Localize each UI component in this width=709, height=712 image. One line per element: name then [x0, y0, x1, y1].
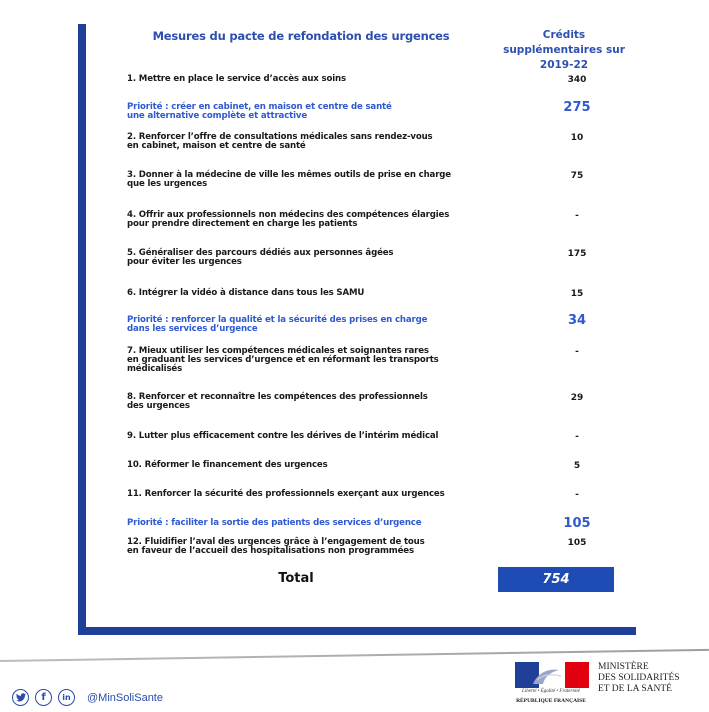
row-value: 175: [567, 249, 587, 259]
ministry-line: ET DE LA SANTÉ: [598, 684, 672, 694]
social-links: [12, 689, 163, 706]
row-value: -: [575, 347, 579, 357]
row-value: 340: [567, 75, 587, 85]
row-label: 2. Renforcer l’offre de consultations médicales sans rendez-vous en cabinet, maison et centre de santé: [127, 132, 433, 151]
row-value: 5: [573, 461, 581, 471]
column-header-credits: Crédits supplémentaires sur 2019-22: [503, 29, 625, 71]
row-label: Priorité : créer en cabinet, en maison et centre de santé une alternative complète et attractive: [127, 102, 392, 121]
republique-francaise-logo: [511, 662, 591, 707]
ministry-name: [598, 662, 708, 695]
ministry-line: DES SOLIDARITÉS: [598, 673, 680, 683]
total-label: Total: [278, 571, 314, 586]
row-value: 75: [570, 171, 584, 181]
row-label: 8. Renforcer et reconnaître les compétences des professionnels des urgences: [127, 392, 428, 411]
row-value: 29: [570, 393, 584, 403]
row-value: -: [575, 490, 579, 500]
row-label: 10. Réformer le financement des urgences: [127, 460, 328, 470]
linkedin-icon[interactable]: in: [58, 689, 75, 706]
row-value: 105: [563, 516, 591, 531]
row-label: 11. Renforcer la sécurité des professionnels exerçant aux urgences: [127, 489, 445, 499]
row-label: 3. Donner à la médecine de ville les mêmes outils de prise en charge que les urgences: [127, 170, 451, 189]
row-label: 7. Mieux utiliser les compétences médicales et soignantes rares en graduant les services d’urgence et en réformant les transports médicalisés: [127, 346, 439, 374]
row-value: -: [575, 432, 579, 442]
column-header-measures: Mesures du pacte de refondation des urgences: [152, 29, 450, 43]
row-value: 105: [567, 538, 587, 548]
row-label: 4. Offrir aux professionnels non médecins des compétences élargies pour prendre directement en charge les patients: [127, 210, 450, 229]
row-label: 9. Lutter plus efficacement contre les dérives de l’intérim médical: [127, 431, 439, 441]
measures-table-card: [86, 14, 648, 627]
row-label: 6. Intégrer la vidéo à distance dans tous les SAMU: [127, 288, 365, 298]
row-value: 15: [570, 289, 584, 299]
row-value: 34: [567, 313, 587, 328]
social-handle[interactable]: @MinSoliSante: [87, 691, 163, 704]
row-label: 1. Mettre en place le service d’accès aux soins: [127, 74, 346, 84]
total-value: 754: [498, 567, 614, 592]
row-label: Priorité : faciliter la sortie des patients des services d’urgence: [127, 518, 422, 528]
row-value: 10: [570, 133, 584, 143]
footer-divider: [0, 649, 709, 662]
row-value: 275: [563, 100, 591, 115]
twitter-icon[interactable]: [12, 689, 29, 706]
row-label: 12. Fluidifier l’aval des urgences grâce à l’engagement de tous en faveur de l’accueil des hospitalisations non programmées: [127, 537, 425, 556]
marianne-flag-icon: [515, 662, 589, 688]
facebook-icon[interactable]: f: [35, 689, 52, 706]
row-value: -: [575, 211, 579, 221]
row-label: Priorité : renforcer la qualité et la sécurité des prises en charge dans les services d’urgence: [127, 315, 428, 334]
row-label: 5. Généraliser des parcours dédiés aux personnes âgées pour éviter les urgences: [127, 248, 394, 267]
republic-name: RÉPUBLIQUE FRANÇAISE: [516, 698, 586, 704]
ministry-line: MINISTÈRE: [598, 662, 649, 672]
republic-motto: Liberté • Égalité • Fraternité: [522, 689, 580, 694]
